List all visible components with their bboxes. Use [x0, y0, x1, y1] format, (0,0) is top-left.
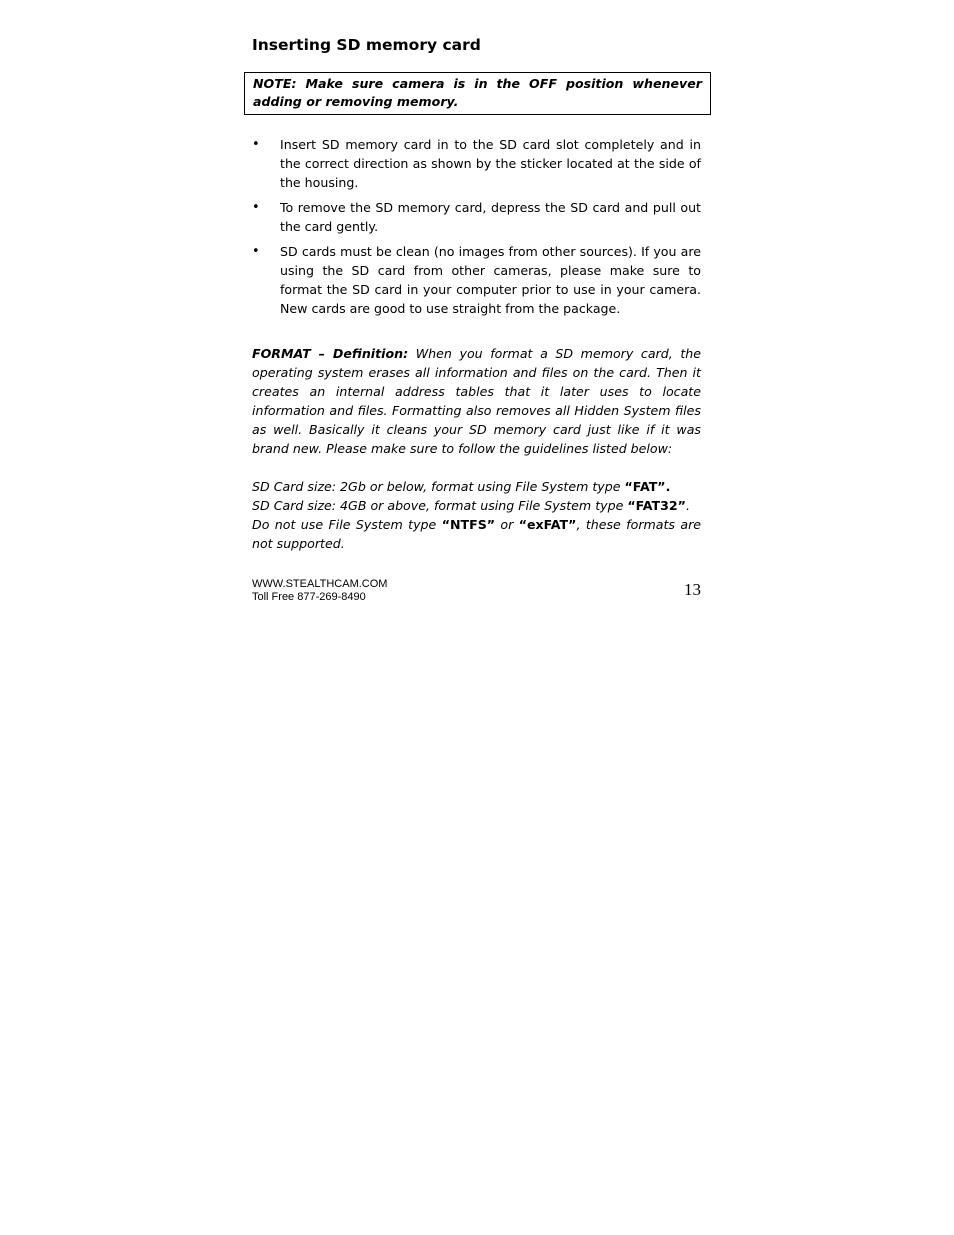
bullet-marker: • — [252, 137, 260, 152]
section-heading: Inserting SD memory card — [252, 36, 481, 54]
fs-type-fat32: “FAT32” — [627, 498, 686, 513]
list-item — [252, 135, 701, 192]
sd-rule-4gb — [252, 496, 701, 515]
format-definition — [252, 344, 701, 458]
footer-website: WWW.STEALTHCAM.COM — [252, 578, 388, 590]
list-item-text: To remove the SD memory card, depress the SD card and pull out the card gently. — [280, 200, 701, 234]
list-item-text: Insert SD memory card in to the SD card slot completely and in the correct direction as shown by the sticker located at the side of the housing. — [280, 137, 701, 190]
sd-rule-text: SD Card size: 4GB or above, format using File System type — [252, 498, 628, 513]
note-box: NOTE: Make sure camera is in the OFF position whenever adding or removing memory. — [244, 72, 711, 115]
list-item-text: SD cards must be clean (no images from other sources). If you are using the SD card from other cameras, please make sure to format the SD card in your computer prior to use in your camera. New cards are good to use straight from the package. — [280, 244, 701, 316]
format-definition-lead: FORMAT – Definition: — [252, 346, 409, 361]
bullet-marker: • — [252, 244, 260, 259]
footer-contact — [252, 578, 387, 604]
instruction-list — [252, 135, 701, 324]
sd-rule-unsupported — [252, 515, 701, 553]
bullet-marker: • — [252, 200, 260, 215]
list-item — [252, 242, 701, 318]
fs-type-fat: “FAT”. — [624, 479, 671, 494]
sd-rule-text: . — [685, 498, 690, 513]
format-definition-body: When you format a SD memory card, the operating system erases all information and files on the card. Then it creates an internal address tables that it later uses to locate information and files. Formatting also removes all Hidden System files as well. Basically it cleans your SD memory card just like if it was brand new. Please make sure to follow the guidelines listed below: — [252, 346, 701, 456]
sd-rule-text: , these formats are not supported. — [252, 517, 701, 551]
sd-format-rules — [252, 477, 701, 553]
footer-phone: Toll Free 877-269-8490 — [252, 591, 366, 603]
sd-rule-text: or — [495, 517, 519, 532]
sd-rule-2gb — [252, 477, 701, 496]
manual-page — [252, 34, 702, 603]
sd-rule-text: Do not use File System type — [252, 517, 442, 532]
page-number: 13 — [684, 580, 701, 599]
page-footer — [252, 578, 701, 608]
fs-type-ntfs: “NTFS” — [441, 517, 496, 532]
fs-type-exfat: “exFAT” — [518, 517, 577, 532]
list-item — [252, 198, 701, 236]
sd-rule-text: SD Card size: 2Gb or below, format using File System type — [252, 479, 625, 494]
